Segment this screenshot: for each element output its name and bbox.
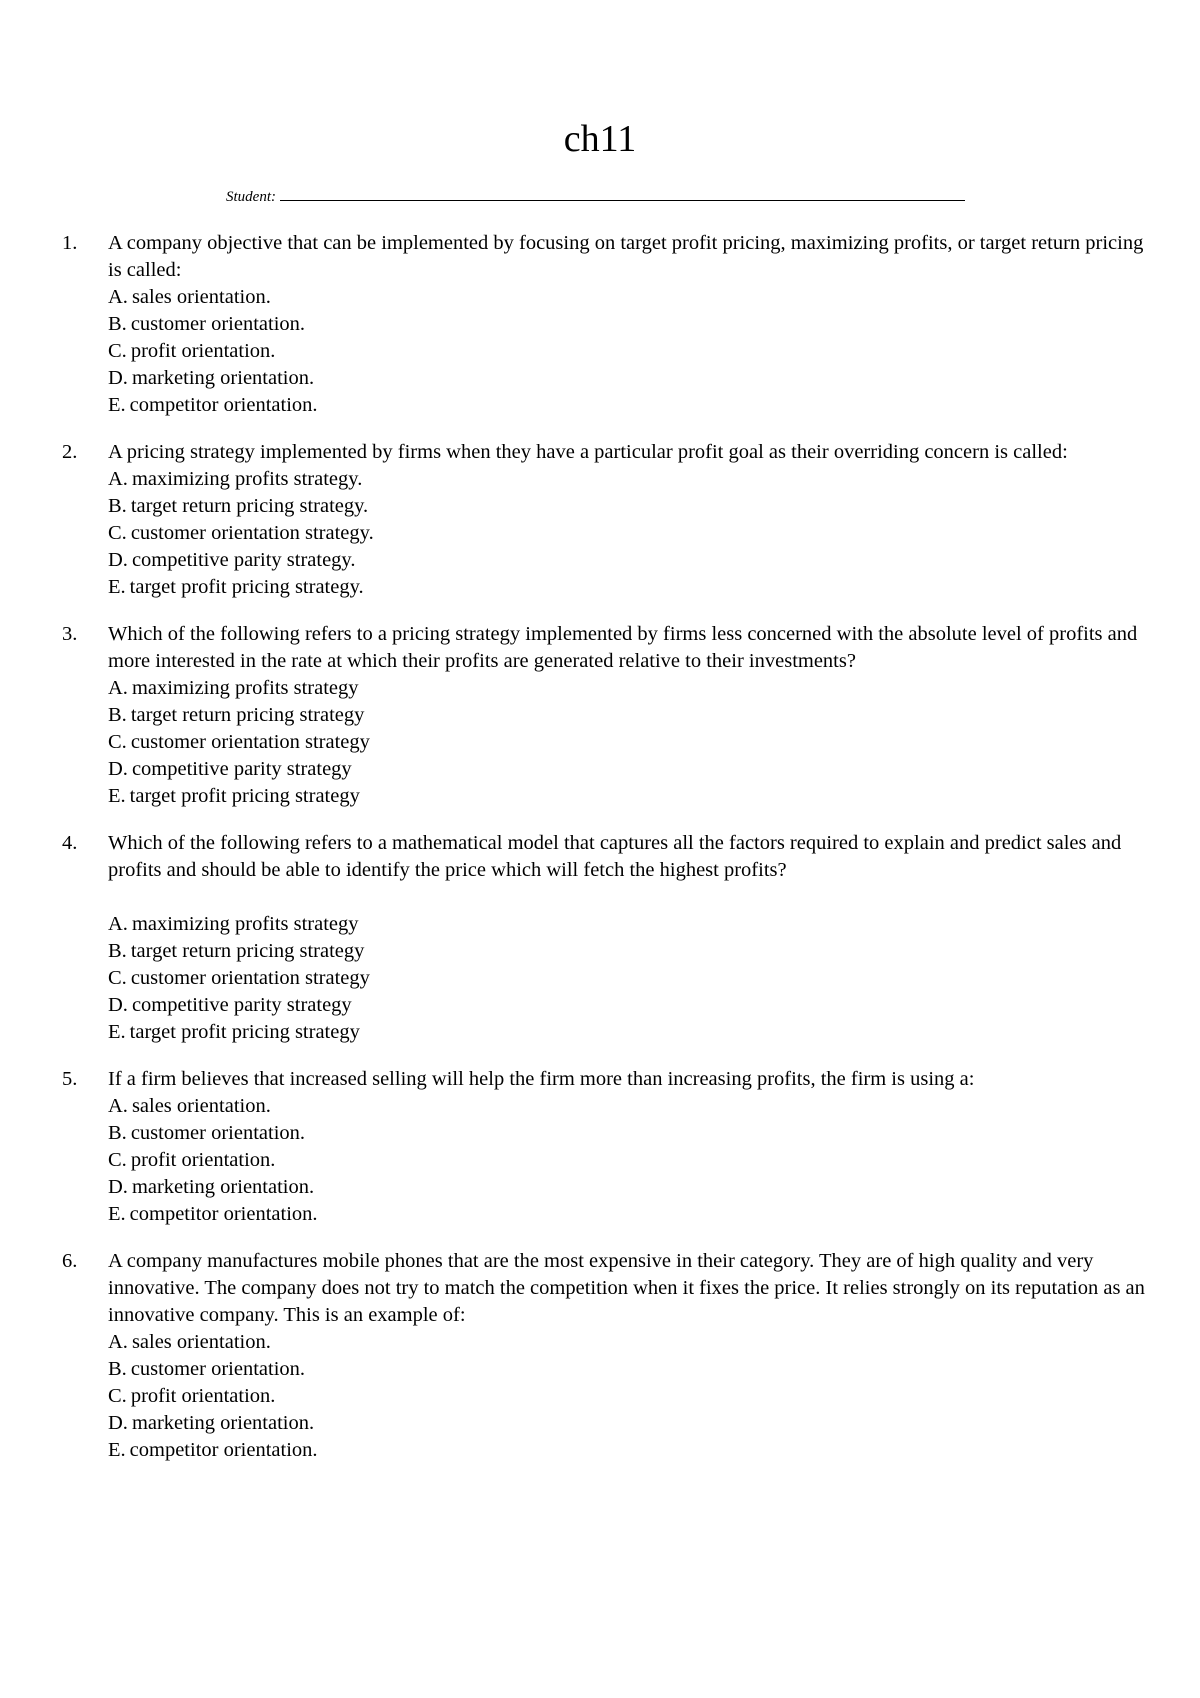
option-letter: B. (108, 940, 127, 962)
option-letter: A. (108, 913, 128, 935)
option-text: customer orientation. (130, 1122, 306, 1144)
option-letter: C. (108, 731, 127, 753)
answer-option (108, 911, 1148, 938)
answer-option (108, 338, 1148, 365)
option-text: competitive parity strategy. (131, 549, 356, 571)
option-letter: C. (108, 967, 127, 989)
option-letter: D. (108, 367, 128, 389)
answer-option (108, 520, 1148, 547)
option-letter: E. (108, 1021, 126, 1043)
option-letter: A. (108, 677, 128, 699)
answer-options (108, 466, 1148, 601)
option-text: customer orientation. (130, 313, 306, 335)
answer-option (108, 493, 1148, 520)
answer-option (108, 1147, 1148, 1174)
answer-option (108, 1019, 1148, 1046)
question-stem: A company objective that can be implemented by focusing on target profit pricing, maximizing profits, or target return pricing is called: (108, 232, 1144, 281)
option-text: sales orientation. (131, 1095, 271, 1117)
question-item (0, 830, 1148, 1046)
option-letter: A. (108, 1095, 128, 1117)
option-text: profit orientation. (130, 1385, 276, 1407)
option-text: target profit pricing strategy (129, 1021, 360, 1043)
answer-option (108, 783, 1148, 810)
option-text: marketing orientation. (131, 1412, 315, 1434)
answer-option (108, 547, 1148, 574)
answer-option (108, 1093, 1148, 1120)
question-item (0, 1248, 1148, 1464)
option-letter: A. (108, 468, 128, 490)
answer-option (108, 1437, 1148, 1464)
answer-options (108, 675, 1148, 810)
answer-option (108, 574, 1148, 601)
student-label: Student: (226, 189, 276, 205)
answer-option (108, 466, 1148, 493)
answer-option (108, 284, 1148, 311)
answer-option (108, 965, 1148, 992)
option-text: marketing orientation. (131, 1176, 315, 1198)
option-letter: E. (108, 576, 126, 598)
question-stem: If a firm believes that increased selling will help the firm more than increasing profits, the firm is using a: (108, 1068, 975, 1090)
option-text: target profit pricing strategy. (129, 576, 364, 598)
answer-options (108, 1093, 1148, 1228)
answer-option (108, 1356, 1148, 1383)
option-letter: C. (108, 1385, 127, 1407)
option-text: competitor orientation. (129, 1203, 318, 1225)
answer-option (108, 1174, 1148, 1201)
question-number: 1. (62, 232, 78, 254)
option-letter: D. (108, 549, 128, 571)
student-name-blank (280, 186, 965, 201)
option-letter: E. (108, 394, 126, 416)
answer-option (108, 392, 1148, 419)
question-stem: A pricing strategy implemented by firms when they have a particular profit goal as their overriding concern is called: (108, 441, 1068, 463)
question-list (0, 230, 1200, 1484)
option-text: maximizing profits strategy (131, 677, 359, 699)
option-text: customer orientation. (130, 1358, 306, 1380)
question-number: 6. (62, 1250, 78, 1272)
option-letter: B. (108, 313, 127, 335)
option-text: maximizing profits strategy. (131, 468, 363, 490)
option-text: profit orientation. (130, 1149, 276, 1171)
option-text: target profit pricing strategy (129, 785, 360, 807)
question-stem: A company manufactures mobile phones that are the most expensive in their category. They are of high quality and very innovative. The company does not try to match the competition when it fixes the price. It relies strongly on its reputation as an innovative company. This is an example of: (108, 1250, 1145, 1326)
option-letter: D. (108, 994, 128, 1016)
option-letter: E. (108, 1439, 126, 1461)
answer-option (108, 1201, 1148, 1228)
option-letter: C. (108, 340, 127, 362)
page-title: ch11 (563, 118, 637, 160)
option-text: target return pricing strategy. (130, 495, 369, 517)
answer-option (108, 702, 1148, 729)
option-letter: C. (108, 522, 127, 544)
option-letter: D. (108, 1412, 128, 1434)
option-text: profit orientation. (130, 340, 276, 362)
option-letter: B. (108, 1122, 127, 1144)
option-text: competitor orientation. (129, 394, 318, 416)
option-text: target return pricing strategy (130, 940, 365, 962)
answer-options (108, 1329, 1148, 1464)
option-text: competitive parity strategy (131, 994, 352, 1016)
option-letter: E. (108, 785, 126, 807)
answer-option (108, 311, 1148, 338)
question-item (0, 230, 1148, 419)
option-text: customer orientation strategy (130, 731, 370, 753)
answer-option (108, 1383, 1148, 1410)
question-item (0, 621, 1148, 810)
question-stem: Which of the following refers to a pricing strategy implemented by firms less concerned with the absolute level of profits and more interested in the rate at which their profits are generated relative to their investments? (108, 623, 1138, 672)
option-text: marketing orientation. (131, 367, 315, 389)
option-letter: E. (108, 1203, 126, 1225)
question-number: 2. (62, 441, 78, 463)
option-text: competitive parity strategy (131, 758, 352, 780)
answer-option (108, 938, 1148, 965)
option-letter: B. (108, 1358, 127, 1380)
option-text: maximizing profits strategy (131, 913, 359, 935)
answer-option (108, 1120, 1148, 1147)
question-number: 5. (62, 1068, 78, 1090)
answer-options (108, 284, 1148, 419)
option-text: sales orientation. (131, 286, 271, 308)
option-text: competitor orientation. (129, 1439, 318, 1461)
answer-option (108, 992, 1148, 1019)
answer-option (108, 1329, 1148, 1356)
answer-option (108, 729, 1148, 756)
answer-option (108, 756, 1148, 783)
question-number: 4. (62, 832, 78, 854)
option-text: customer orientation strategy. (130, 522, 374, 544)
question-number: 3. (62, 623, 78, 645)
answer-options (108, 911, 1148, 1046)
option-letter: A. (108, 286, 128, 308)
option-letter: B. (108, 704, 127, 726)
option-letter: A. (108, 1331, 128, 1353)
question-spacer (108, 884, 1148, 911)
option-text: sales orientation. (131, 1331, 271, 1353)
option-letter: D. (108, 1176, 128, 1198)
option-letter: D. (108, 758, 128, 780)
option-text: target return pricing strategy (130, 704, 365, 726)
option-letter: B. (108, 495, 127, 517)
question-item (0, 1066, 1148, 1228)
question-item (0, 439, 1148, 601)
question-stem: Which of the following refers to a mathematical model that captures all the factors required to explain and predict sales and profits and should be able to identify the price which will fetch the highest profits? (108, 832, 1122, 881)
option-text: customer orientation strategy (130, 967, 370, 989)
answer-option (108, 1410, 1148, 1437)
option-letter: C. (108, 1149, 127, 1171)
answer-option (108, 365, 1148, 392)
answer-option (108, 675, 1148, 702)
student-name-line (226, 186, 965, 207)
